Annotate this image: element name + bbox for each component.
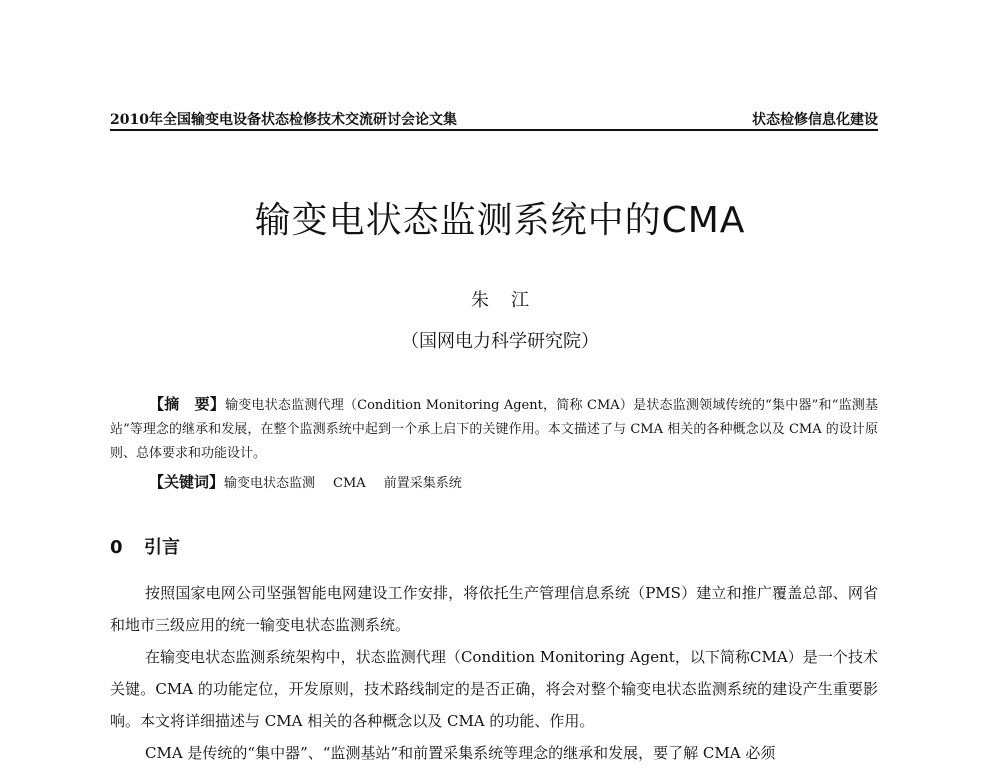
keywords-paragraph bbox=[110, 470, 878, 496]
section-heading bbox=[110, 533, 180, 559]
author-affiliation: （国网电力科学研究院） bbox=[401, 331, 599, 352]
section-number: 0 bbox=[110, 537, 123, 558]
body-text bbox=[110, 577, 878, 769]
header-section-name: 状态检修信息化建设 bbox=[752, 112, 878, 128]
abstract-block bbox=[110, 392, 878, 496]
body-paragraph: 在输变电状态监测系统架构中，状态监测代理（Condition Monitoring Agent，以下简称CMA）是一个技术关键。CMA 的功能定位，开发原则，技术路线制定的是否正确，将会对整个输变电状态监测系统的建设产生重要影响。本文将详细描述与 CMA 相关的各种概念以及 CMA 的功能、作用。 bbox=[110, 648, 878, 730]
body-paragraph: 按照国家电网公司坚强智能电网建设工作安排，将依托生产管理信息系统（PMS）建立和推广覆盖总部、网省和地市三级应用的统一输变电状态监测系统。 bbox=[110, 584, 878, 634]
paper-author: 朱江 bbox=[471, 290, 551, 311]
abstract-paragraph bbox=[110, 392, 878, 466]
abstract-label: 【摘 要】 bbox=[149, 395, 226, 413]
section-title: 引言 bbox=[144, 537, 180, 558]
keywords-label: 【关键词】 bbox=[149, 473, 225, 491]
keyword: 输变电状态监测 bbox=[224, 476, 316, 491]
keyword: CMA bbox=[333, 476, 366, 491]
body-paragraph: CMA 是传统的“集中器”、“监测基站”和前置采集系统等理念的继承和发展，要了解 CMA 必须 bbox=[145, 744, 776, 762]
running-header bbox=[110, 107, 878, 131]
abstract-text: 输变电状态监测代理（Condition Monitoring Agent，简称 CMA）是状态监测领域传统的“集中器”和“监测基站”等理念的继承和发展，在整个监测系统中起到一个承上启下的关键作用。本文描述了与 CMA 相关的各种概念以及 CMA 的设计原则、总体要求和功能设计。 bbox=[110, 398, 878, 461]
paper-title: 输变电状态监测系统中的CMA bbox=[254, 200, 746, 241]
keyword: 前置采集系统 bbox=[383, 476, 462, 491]
header-proceedings-title: 2010年全国输变电设备状态检修技术交流研讨会论文集 bbox=[110, 112, 457, 128]
